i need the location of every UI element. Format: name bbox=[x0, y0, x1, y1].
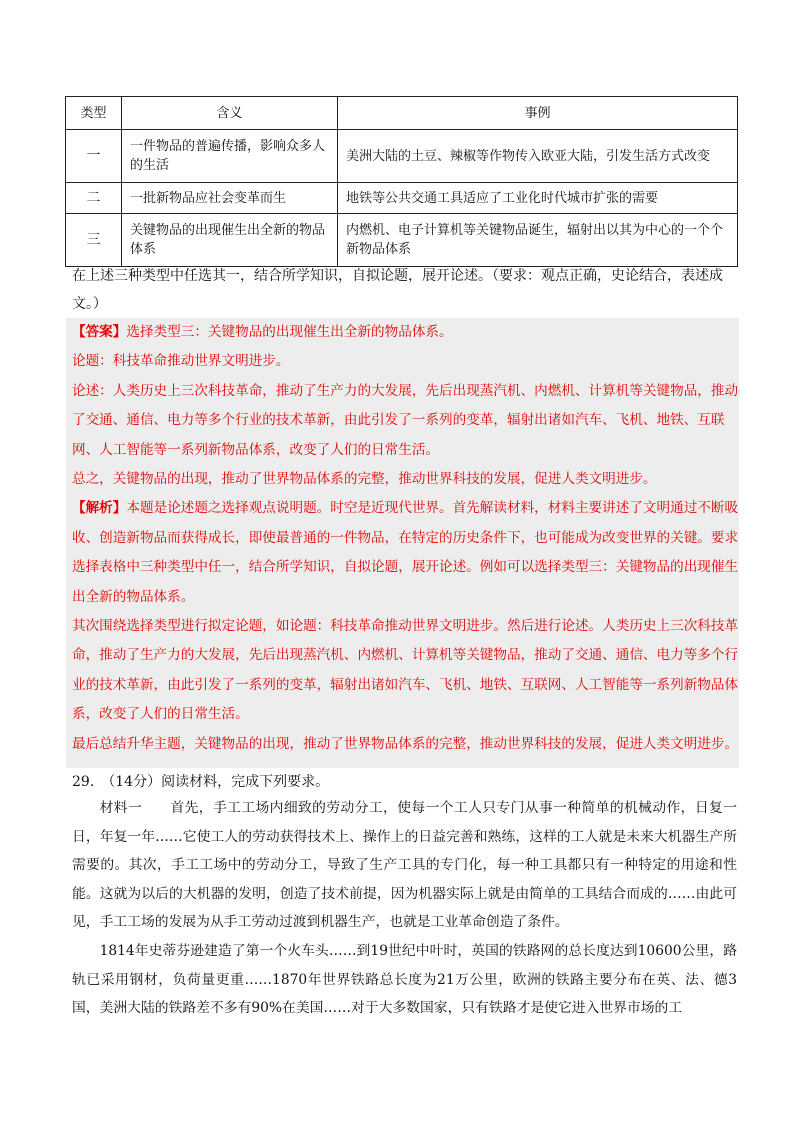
answer-tag: 【答案】 bbox=[72, 324, 127, 340]
row-meaning: 一件物品的普遍传播，影响众多人的生活 bbox=[122, 130, 338, 183]
analysis-p3: 最后总结升华主题，关键物品的出现，推动了世界物品体系的完整，推动世界科技的发展，促进人类文明进步。 bbox=[72, 735, 739, 752]
answer-conclusion: 总之，关键物品的出现，推动了世界物品体系的完整，推动世界科技的发展，促进人类文明进步。 bbox=[72, 471, 657, 488]
analysis-tag: 【解析】 bbox=[72, 500, 127, 517]
material-1-para-2: 1814年史蒂芬逊建造了第一个火车头……到19世纪中叶时，英国的铁路网的总长度达到10600公里，路轨已采用钢材，负荷量更重……1870年世界铁路总长度为21万公里，欧洲的铁路主要分布在英、法、德3国，美洲大陆的铁路差不多有90%在美国……对于大多数国家，只有铁路才是使它进入世界市场的工 bbox=[72, 942, 737, 1017]
row-type: 一 bbox=[66, 130, 122, 183]
header-example: 事例 bbox=[338, 97, 738, 130]
table-row bbox=[66, 183, 738, 214]
answer-argument: 论述：人类历史上三次科技革命，推动了生产力的大发展，先后出现蒸汽机、内燃机、计算机等关键物品，推动了交通、通信、电力等多个行业的技术革新，由此引发了一系列的变革，辐射出诸如汽车、飞机、地铁、互联网、人工智能等一系列新物品体系，改变了人们的日常生活。 bbox=[72, 382, 739, 458]
row-meaning: 关键物品的出现催生出全新的物品体系 bbox=[122, 214, 338, 267]
header-type: 类型 bbox=[66, 97, 122, 130]
answer-block bbox=[66, 318, 739, 768]
question-text: 在上述三种类型中任选其一，结合所学知识，自拟论题，展开论述。（要求：观点正确，史论结合，表述成文。） bbox=[72, 268, 723, 312]
table-row bbox=[66, 214, 738, 267]
table-header-row bbox=[66, 97, 738, 130]
answer-thesis: 论题：科技革命推动世界文明进步。 bbox=[72, 353, 290, 370]
row-type: 二 bbox=[66, 183, 122, 214]
material-1 bbox=[72, 794, 737, 1023]
analysis-p2: 其次围绕选择类型进行拟定论题，如论题：科技革命推动世界文明进步。然后进行论述。人类历史上三次科技革命，推动了生产力的大发展，先后出现蒸汽机、内燃机、计算机等关键物品，推动了交通、通信、电力等多个行业的技术革新，由此引发了一系列的变革，辐射出诸如汽车、飞机、地铁、互联网、人工智能等一系列新物品体系，改变了人们的日常生活。 bbox=[72, 618, 739, 723]
row-example: 地铁等公共交通工具适应了工业化时代城市扩张的需要 bbox=[338, 183, 738, 214]
row-meaning: 一批新物品应社会变革而生 bbox=[122, 183, 338, 214]
question-29-header: 29. （14分）阅读材料，完成下列要求。 bbox=[72, 774, 330, 790]
types-table bbox=[65, 96, 738, 267]
answer-choice: 【答案】选择类型三：关键物品的出现催生出全新的物品体系。 bbox=[72, 324, 453, 340]
analysis-p1: 【解析】本题是论述题之选择观点说明题。时空是近现代世界。首先解读材料，材料主要讲述了文明通过不断吸收、创造新物品而获得成长，即使最普通的一件物品，在特定的历史条件下，也可能成为改变世界的关键。要求选择表格中三种类型中任一，结合所学知识，自拟论题，展开论述。例如可以选择类型三：关键物品的出现催生出全新的物品体系。 bbox=[72, 500, 739, 605]
row-example: 内燃机、电子计算机等关键物品诞生，辐射出以其为中心的一个个新物品体系 bbox=[338, 214, 738, 267]
row-example: 美洲大陆的土豆、辣椒等作物传入欧亚大陆，引发生活方式改变 bbox=[338, 130, 738, 183]
material-1-para: 材料一 首先，手工工场内细致的劳动分工，使每一个工人只专门从事一种简单的机械动作，日复一日，年复一年……它使工人的劳动获得技术上、操作上的日益完善和熟练，这样的工人就是未来大机器生产所需要的。其次，手工工场中的劳动分工，导致了生产工具的专门化，每一种工具都只有一种特定的用途和性能。这就为以后的大机器的发明，创造了技术前提，因为机器实际上就是由简单的工具结合而成的……由此可见，手工工场的发展为从手工劳动过渡到机器生产，也就是工业革命创造了条件。 bbox=[72, 800, 737, 931]
header-meaning: 含义 bbox=[122, 97, 338, 130]
row-type: 三 bbox=[66, 214, 122, 267]
table-row bbox=[66, 130, 738, 183]
